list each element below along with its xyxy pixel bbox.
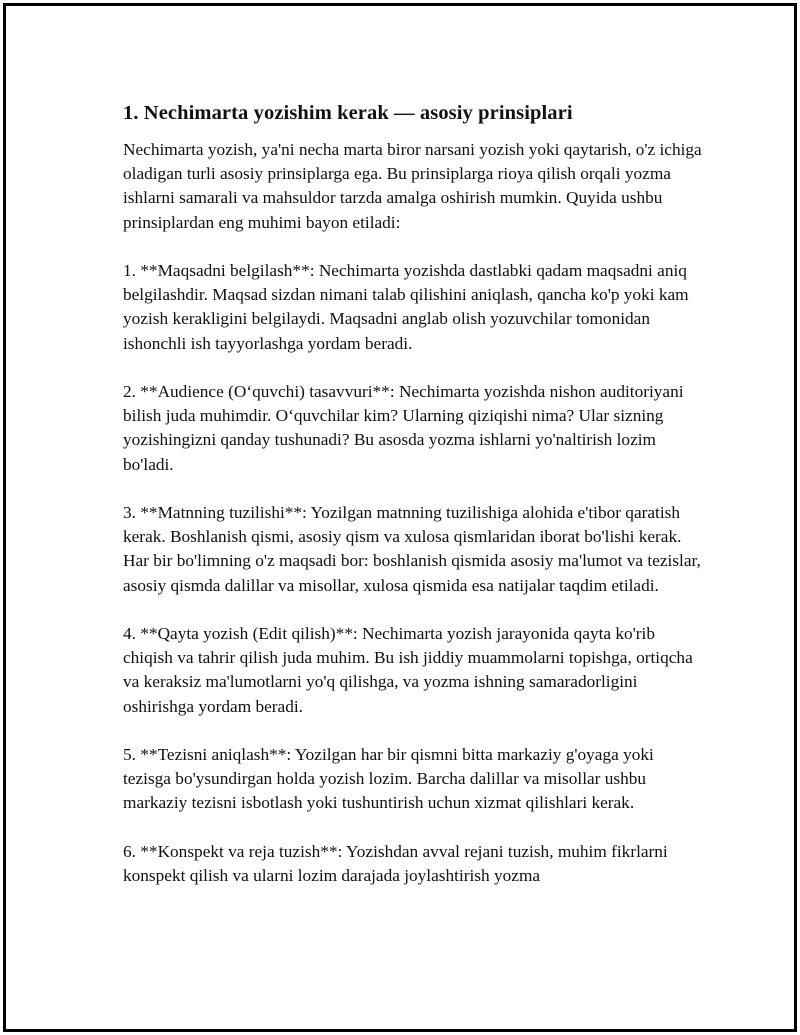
principle-2-paragraph: 2. **Audience (O‘quvchi) tasavvuri**: Nechimarta yozishda nishon auditoriyani bilish juda muhimdir. O‘quvchilar kim? Ularning qiziqishi nima? Ular sizning yozishingizni qanday tushunadi? Bu asosda yozma ishlarni yo'naltirish lozim bo'ladi. xyxy=(123,382,684,474)
document-body xyxy=(120,100,706,912)
principle-3-paragraph: 3. **Matnning tuzilishi**: Yozilgan matnning tuzilishiga alohida e'tibor qaratish kerak. Boshlanish qismi, asosiy qism va xulosa qismlaridan iborat bo'lishi kerak. Har bir bo'limning o'z maqsadi bor: boshlanish qismida asosiy ma'lumot va tezislar, asosiy qismda dalillar va misollar, xulosa qismida esa natijalar taqdim etiladi. xyxy=(123,503,701,595)
principle-6-paragraph: 6. **Konspekt va reja tuzish**: Yozishdan avval rejani tuzish, muhim fikrlarni konspekt qilish va ularni lozim darajada joylashtirish yozma xyxy=(123,841,668,885)
principle-1-paragraph: 1. **Maqsadni belgilash**: Nechimarta yozishda dastlabki qadam maqsadni aniq belgilashdir. Maqsad sizdan nimani talab qilishini aniqlash, qancha ko'p yoki kam yozish kerakligini belgilaydi. Maqsadni anglab olish yozuvchilar tomonidan ishonchli ish tayyorlashga yordam beradi. xyxy=(123,261,689,353)
intro-paragraph: Nechimarta yozish, ya'ni necha marta biror narsani yozish yoki qaytarish, o'z ichiga oladigan turli asosiy prinsiplarga ega. Bu prinsiplarga rioya qilish orqali yozma ishlarni samarali va mahsuldor tarzda amalga oshirish mumkin. Quyida ushbu prinsiplardan eng muhimi bayon etiladi: xyxy=(123,140,702,232)
document-title: 1. Nechimarta yozishim kerak — asosiy prinsiplari xyxy=(123,102,573,124)
principle-4-paragraph: 4. **Qayta yozish (Edit qilish)**: Nechimarta yozish jarayonida qayta ko'rib chiqish va tahrir qilish juda muhim. Bu ish jiddiy muammolarni topishga, ortiqcha va keraksiz ma'lumotlarni yo'q qilishga, va yozma ishning samaradorligini oshirishga yordam beradi. xyxy=(123,624,693,716)
page-frame xyxy=(3,3,797,1032)
principle-5-paragraph: 5. **Tezisni aniqlash**: Yozilgan har bir qismni bitta markaziy g'oyaga yoki tezisga bo'ysundirgan holda yozish lozim. Barcha dalillar va misollar ushbu markaziy tezisni isbotlash yoki tushuntirish uchun xizmat qilishlari kerak. xyxy=(123,745,654,813)
